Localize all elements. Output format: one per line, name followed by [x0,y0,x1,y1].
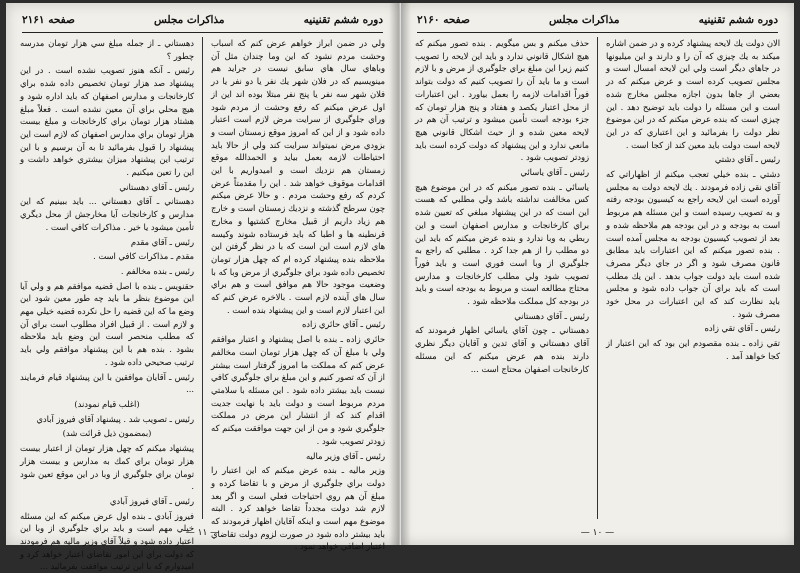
right-page [400,3,794,545]
paragraph: رئيس ـ آنكه هنوز تصويب نشده است . در اين پيشنهاد صد هزار تومان تخصيص داده شده براي كارخانجات و مدارس اصفهان كه بايد اداره شود و هيچ محلي براي آن معين نشده است . فعلاً مبلغ هشتاد هزار تومان براي كارخانجات و مبلغ بيست هزار تومان براي مدارس اصفهان كه لازم است اين پيشنهاد را قبول بفرمائيد تا به آن برسيم و با اين ترتيب اين پيشنهاد ميزان بيشتري خواهد داشت و اين را تعين ميكنيم . [20,65,194,178]
text-column-left [20,37,194,572]
paragraph: رئيس ـ آقاي فيروز آبادي [109,495,194,506]
header-volume: دوره ششم تقنينيه [698,14,778,26]
header-page-number: صفحه ۲۱۶۰ [417,14,470,26]
paragraph: رئيس ـ آقاي دشتي [714,154,780,165]
paragraph: الان دولت يك لايحه پيشنهاد كرده و در ضمن اشاره ميكند به يك چيزي كه آن را و دارند و اين ميليونها در جاهاي ديگر است ولي اين لايحه امسال است و مجلس تصويب كرده است و عرض ميكنم كه در بعضي از جاها بدون اجازه مجلس مخارج شده است و اين مسئله را دولت بايد توضيح دهد . اين چيزي است كه بنده عرض ميكنم كه در اين موضوع نظر دولت را بفرمائيد و اين اعتباري كه در اين لايحه است دولت بايد معين كند از كجا است . [606,38,780,150]
paragraph: دهستاني ـ از جمله مبلغ سي هزار تومان مدرسه چطور ؟ [20,38,194,61]
paragraph: رئيس ـ آقاي دهستاني [514,310,589,321]
column-divider [202,37,203,519]
paragraph: رئيس ـ آقاي وزير ماليه [305,450,385,461]
paragraph: حقنويس ـ بنده با اصل قضيه موافقم هم و ولي آيا اين موضوع بنظر ما بايد چه طور معين شود اين وضع ما كه اين قضيه را حل نكرده قضيه خيلي مهم و لازم است . از قبيل افراد مطلوب است براي آن كه مطلب منحصر است اين وضع بايد ملاحظه بشود . بنده هم با اين پيشنهاد موافقم ولي بايد ترتيب صحيحي داده شود . [20,280,194,367]
paragraph: رئيس ـ آقاي تقي زاده [704,323,780,334]
page-header [22,11,383,33]
page-spine-shadow [401,3,411,545]
paragraph: پيشنهاد ميكنم كه چهل هزار تومان از اعتبار بيست هزار تومان براي كمك به مدارس و بيست هزار تومان براي جلوگيري از وبا در اين موقع تعين شود . [20,443,194,492]
paragraph: فيروز آبادي ـ بنده اول عرض ميكنم كه اين مسئله خيلي مهم است و بايد براي جلوگيري از وبا اين اعتبار داده شود و قبلاً آقاي وزير ماليه هم فرمودند كه دولت براي اين امور تقاضاي اعتبار خواهد كرد و اميدوارم كه با اين ترتيب موافقت بفرمائيد ... [20,510,194,572]
page-header [417,11,778,33]
page-footer-number: — ۱۰ — [580,528,615,538]
text-columns [415,37,780,519]
text-column-right [211,37,385,552]
left-page [6,3,400,572]
page-footer-number: — ۱۱ — [185,528,220,538]
paragraph: رئيس ـ بنده مخالفم . [120,265,194,276]
paragraph: تقي زاده ـ بنده مقصودم اين بود كه اين اعتبار از كجا خواهد آمد . [606,338,780,361]
paragraph: حذف ميكنم و بس ميگويم . بنده تصور ميكنم كه هيچ اشكال قانوني ندارد و بايد اين لايحه را تصويب كنيم زيرا اين مبلغ براي جلوگيري از مرض و با لازم است و ما بايد آن را تصويب كنيم كه دولت بتواند فوراً اقدامات لازمه را بعمل بياورد . اين اعتبارات از محل اعتبار يكصد و هفتاد و پنج هزار تومان كه جزء بودجه است تأمين ميشود و ترتيب آن هم در لايحه معين شده و از حيث اشكال قانوني هيچ مانعي ندارد و اين پيشنهاد كه دولت كرده است بايد زودتر تصويب شود . [415,38,589,163]
paragraph: رئيس ـ آقاي مقدم [130,236,194,247]
text-column-right [606,37,780,519]
page-spine-shadow [389,3,399,545]
paragraph: رئيس ـ آقاي حائري زاده [301,319,385,330]
paragraph: ولي در ضمن ابراز خواهم عرض كنم كه اسباب وحشت مردم نشود كه اين وما چندان مثل آن وباهاي سال هاي سابق نيست در جرايد هم مينويسيم كه در فلان شهر يك نفر يا دو نفر يا در فلان شهر سه نفر يا پنج نفر مبتلا بوده اند اين از اول عرض ميكنم كه رفع وحشت از مردم شود وراي جلوگيري از سرايت مرض لازم است اعتبار داده شود و از اين كه امروز موقع زمستان است و بزودي مرض نميتواند سرايت كند ولي از حالا بايد احتياطات لازمه بعمل بيايد و الحمدالله موقع زمستان هم نزديك است و اميدواريم با اين اقدامات موقوف خواهد شد . اين را مقدمتاً عرض كردم كه رفع وحشت مردم . و حالا عرض ميكنم چون سرطح گذشته و نزديك زمستان است و خارج هم زياد داريم از قبيل مخارج كشتيها و مخارج قرنطينه ها و اطبا كه بايد فرستاده شوند وكيسه هاي لازم است اين است كه با در نظر گرفتن اين ملاحظه بنده پيشنهاد كرده ام كه چهل هزار تومان تخصيص داده شود براي جلوگيري از مرض وبا كه با وضعيت موجود حالا هم موافق است و هم براي سال هاي آينده لازم است . بالاخره عرض كنم كه اين اعتبار لازم است و اين پيشنهاد بنده است . [211,38,385,315]
header-page-number: صفحه ۲۱۶۱ [22,14,75,26]
header-volume: دوره ششم تقنينيه [303,14,383,26]
column-divider [597,37,598,519]
paragraph: ياسائي ـ بنده تصور ميكنم كه در اين موضوع هيچ كس مخالفت نداشته باشد ولي مطلبي كه هست اين است كه در اين پيشنهاد مبلغي كه تعيين شده براي كارخانجات و مدارس اصفهان است و اين ربطي به وبا ندارد و بنده عرض ميكنم كه بايد اين دو مطلب را از هم جدا كرد . مطلبي كه راجع به جلوگيري از وبا است فوري است و بايد فوراً تصويب شود ولي مطلب كارخانجات و مدارس محتاج مطالعه است و مربوط به بودجه است و بايد در بودجه كل مملكت ملاحظه شود . [415,181,589,307]
paragraph: وزير ماليه ـ بنده عرض ميكنم كه اين اعتبار را دولت براي جلوگيري از مرض و با تقاضا كرده و مبلغ آن هم روي احتياجات فعلي است و اگر بعد لازم شد دولت مجدداً تقاضا خواهد كرد . البته موضوع مهم است و اينكه آقايان اظهار فرمودند كه بايد بيشتر داده شود در صورت لزوم دولت تقاضاي اعتبار اضافي خواهد نمود . [211,465,385,552]
paragraph: حائري زاده ـ بنده با اصل پيشنهاد و اعتبار موافقم ولي با مبلغ آن كه چهل هزار تومان است مخالفم عرض كنم كه مملكت ما امروز گرفتار است بيشتر از آن كه تصور كنيم و اين مبلغ براي جلوگيري كافي نيست بايد بيشتر داده شود . اين مسئله با سلامتي مردم مربوط است و دولت بايد با نهايت جديت اقدام كند كه از انتشار اين مرض در مملكت جلوگيري شود و من از اين جهت موافقت ميكنم كه زودتر تصويب شود . [211,334,385,446]
text-column-left [415,37,589,519]
paragraph: (اغلب قيام نمودند) [74,398,140,409]
paragraph: رئيس ـ آقاي ياسائي [520,167,589,178]
book-spread [6,3,794,572]
paragraph: دهستاني ـ چون آقاي ياسائي اظهار فرمودند كه آقاي دهستاني و آقاي تدين و آقايان ديگر نظري دارند بنده هم عرض ميكنم كه اين مسئله كارخانجات اصفهان محتاج است ... [415,325,589,374]
paragraph: (بمضمون ذيل قرائت شد) [62,428,152,439]
paragraph: دهستاني ـ آقاي دهستاني ... بايد ببينيم كه اين مدارس و كارخانجات آيا مخارجش از محل ديگري تأمين ميشود يا خير . مذاكرات كافي است . [20,196,194,232]
header-title: مذاكرات مجلس [153,14,225,26]
paragraph: رئيس ـ آقايان موافقين با اين پيشنهاد قيام فرمايند ... [20,371,194,395]
paragraph: رئيس ـ آقاي دهستاني [119,181,194,192]
paragraph: رئيس ـ تصويب شد . پيشنهاد آقاي فيروز آبادي [36,413,194,424]
paragraph: مقدم ـ مذاكرات كافي است . [93,251,194,262]
paragraph: دشتي ـ بنده خيلي تعجب ميكنم از اظهاراتي كه آقاي نقي زاده فرمودند . يك لايحه دولت به مجلس آورده است اين لايحه راجع به كيسيون بودجه رفته و به تصويب رسيده است و اين مسئله هم مربوط است به بودجه و در اين بودجه هم ملاحظه شده و بعد از تصويب كيسيون بودجه به مجلس آمده است . بنده تصور ميكنم كه اين اعتبارات بايد مطابق قانون مصرف شود و اگر در جاي ديگر مصرف شده است بايد دولت جواب بدهد . اين يك مطلب است كه بايد براي آن جواب داده شود و مجلس بايد نظارت كند كه اين اعتبارات در محل خود مصرف شود . [606,169,780,319]
header-title: مذاكرات مجلس [548,14,620,26]
